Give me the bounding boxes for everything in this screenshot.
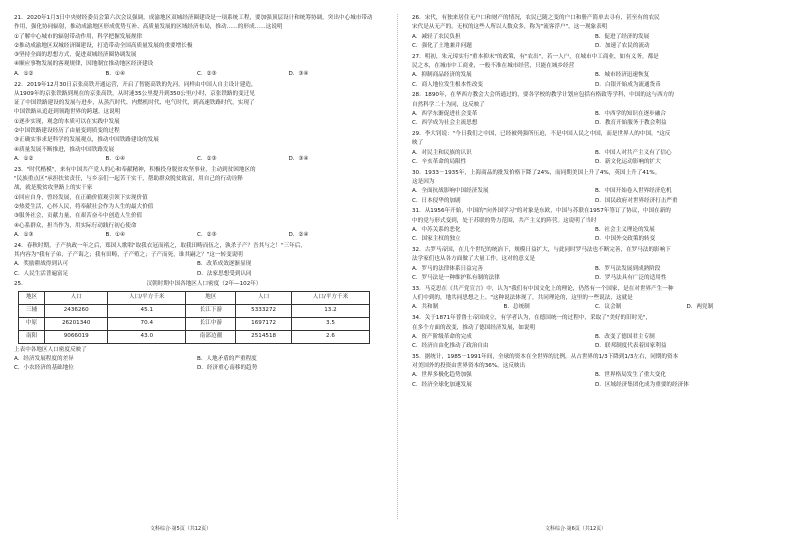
stem-line: 证了中国铁路建设的发展与进步，从蒸汽时代、内燃机时代、电气时代，到高速铁路时代，实现了 xyxy=(14,100,255,107)
option-c: C．议会制 xyxy=(595,304,622,311)
question-stem xyxy=(412,246,772,265)
answer-options xyxy=(14,355,374,374)
option-a: A．西学东渐促进社会变革 xyxy=(412,110,478,117)
question-stem xyxy=(412,130,772,149)
statement-item: ①回应自身，曾经发展，在正确价值观引领下实现价值 xyxy=(14,194,148,201)
question-33 xyxy=(412,285,772,313)
answer-options xyxy=(412,187,772,206)
option-b: B．社会主义理论的发展 xyxy=(595,227,655,234)
option-a: A．奖励耕战得到认可 xyxy=(14,261,69,268)
answer-options xyxy=(412,371,772,390)
statement-item: ②推动成渝地区双城经济圈建设，打造带动全国高质量发展的重要增长极 xyxy=(14,42,193,49)
question-26 xyxy=(412,14,772,51)
option-b: B．中国开始卷入世界经济危机 xyxy=(595,188,672,195)
stem-line: 上表中各地区人口密度反映了 xyxy=(14,346,87,353)
table-cell: 长江下游 xyxy=(186,304,236,317)
header-cell: 地区 xyxy=(186,291,236,304)
option-a: A．罗马的法律体系日益完善 xyxy=(412,265,483,272)
statement-item: ③坚持全面的思想方式，促进双城经济圈协调发展 xyxy=(14,52,137,59)
option-d: D．白银开始成为流通货币 xyxy=(595,81,661,88)
option-d: D．③④ xyxy=(288,70,309,77)
table-cell: 长江中游 xyxy=(186,317,236,330)
question-22 xyxy=(14,81,374,165)
stem-line: 35．据统计，1985－1991年间，全球的资本在全世界的比例，从占世界的1/3下降到1/3左右，同期的资本 xyxy=(412,353,679,360)
table-cell: 26201340 xyxy=(45,317,108,330)
question-stem xyxy=(14,346,374,355)
stem-line: 在多个方面的改变，推动了德国经济发展，如说明 xyxy=(412,324,536,331)
stem-line: "民族重点区"承担扶贫责任，与乡亲们一起苦干实干，帮助群众脱贫致富，用自己的行动诠释 xyxy=(14,176,243,183)
table-cell: 南部边疆 xyxy=(186,330,236,343)
option-c: C．辛亥革命的局限性 xyxy=(412,158,467,165)
question-21 xyxy=(14,14,374,79)
statement-list xyxy=(14,194,374,231)
population-table xyxy=(18,291,370,344)
stem-line: 28．1890年，在华西方教会大会所通过的，要各学校的教学计划应包括有格致等学科，中国的这与西方的 xyxy=(412,92,674,99)
page-divider xyxy=(397,14,398,519)
question-number: 25． xyxy=(14,281,27,288)
question-stem xyxy=(412,314,772,333)
question-stem xyxy=(412,169,772,188)
option-a: A．对民主和民族的认识 xyxy=(412,149,472,156)
option-c: C．国家主权的独立 xyxy=(412,236,461,243)
question-32 xyxy=(412,246,772,283)
stem-line: 29．李大钊说："今日我们之中国，已经被列强所压迫，不是中国人民之中国，而是世界人的中国。"这反 xyxy=(412,131,671,138)
page-footer-left: 文科综合·第5页（共12页） xyxy=(150,526,212,532)
right-page xyxy=(412,14,772,392)
statement-item: ①逐步实现，观念的本质可以在实践中发展 xyxy=(14,118,120,125)
statement-item: ④心系群众，担当作为，用实际行动践行初心使命 xyxy=(14,222,137,229)
statement-item: ③正确实事求是科学的发展观点，推动中国铁路建设的发展 xyxy=(14,137,159,144)
answer-options xyxy=(412,265,772,284)
table-cell: 45.1 xyxy=(108,304,186,317)
question-34 xyxy=(412,314,772,351)
answer-options xyxy=(14,155,374,164)
question-35 xyxy=(412,353,772,390)
option-d: D．加速了农民的流动 xyxy=(595,42,650,49)
question-stem: 21．2020年1月3日中央财经委员会第六次会议强调，成渝地区双城经济圈建设是一项系统工程，要加强顶层设计和统筹协调，突出中心城市带动作用，强化协同辐射，推动成渝地区形成优势互补、高质量发展的区域经济布局，推动……的形成……这说明 xyxy=(14,15,373,31)
header-cell: 人口/平方千米 xyxy=(291,291,369,304)
statement-item: ②中国铁路建设经历了由量变到质变的过程 xyxy=(14,128,120,135)
option-c: C．日本侵华的加剧 xyxy=(412,197,461,204)
stem-line: 映了 xyxy=(412,140,424,147)
table-row xyxy=(19,330,370,343)
table-row xyxy=(19,317,370,330)
option-a: A．减轻了农民负担 xyxy=(412,33,461,40)
option-b: B．①④ xyxy=(105,155,125,162)
stem-line: 24．春秋时期，子产执政一年之后，郑国人歌唱"取我衣冠而褚之，取我田畴而伍之，孰杀子产？吾其与之！"三年后， xyxy=(14,242,306,249)
question-stem xyxy=(14,81,374,118)
option-c: C．②③ xyxy=(197,155,217,162)
option-b: B．改变了德国君主专制 xyxy=(595,333,655,340)
stem-line: 从1909年的京张铁路到现在的京张高铁，从时速35公里提升到350公里/小时，京张铁路的变迁见 xyxy=(14,90,255,97)
question-stem xyxy=(412,353,772,372)
stem-line: 34．关于1871年普鲁士帝国成立，有学者认为，在德国统一的过程中，采取了"美好的旧时光"， xyxy=(412,315,652,322)
stem-line: 宋代是从无产的，无权的这些人所以人数众多，称为"流客浮户"。这一现象表明 xyxy=(412,24,608,31)
option-a: A．资产阶级革命的完成 xyxy=(412,333,472,340)
option-d: D．联邦制度代表着国家利益 xyxy=(595,343,667,350)
option-c: C．罗马法是一种维护私有制的法律 xyxy=(412,275,500,282)
answer-options xyxy=(412,33,772,52)
option-d: D．国民政府对世界经济打击严重 xyxy=(595,197,678,204)
statement-list xyxy=(14,33,374,70)
option-d: D．区域经济集团化成为重要的经济体 xyxy=(595,381,689,388)
option-a: A．共和制 xyxy=(412,304,439,311)
option-d: D．两党制 xyxy=(686,304,714,311)
question-30 xyxy=(412,169,772,206)
table-cell: 43.0 xyxy=(108,330,186,343)
question-23 xyxy=(14,166,374,240)
header-cell: 人口 xyxy=(45,291,108,304)
stem-line: 民之本，在城市中工商业，一般不准在城市经营，只能在城乡经营 xyxy=(412,62,575,69)
option-a: A．①③ xyxy=(14,231,34,238)
header-cell: 人口 xyxy=(236,291,292,304)
option-d: D．经济重心南移的趋势 xyxy=(197,365,258,372)
stem-line: 31．从1956年开始，中国的"向外国学习"的对象是东欧，中国与苏联在1957年签订了协议，中国在新的 xyxy=(412,208,671,215)
left-page xyxy=(14,14,374,375)
option-c: C．西学成为社会主流思想 xyxy=(412,120,478,127)
page-footer-right: 文科综合·第6页（共12页） xyxy=(545,526,607,532)
answer-options xyxy=(412,149,772,168)
option-c: C．②③ xyxy=(197,231,217,238)
answer-options xyxy=(14,260,374,279)
question-stem xyxy=(14,166,374,194)
table-cell: 2.6 xyxy=(291,330,369,343)
question-stem xyxy=(14,242,374,261)
stem-line: 27．明初，朱元璋实行"重本抑末"的政策，有"农出"，若一人户，在城市中工商业，如有义务，都是 xyxy=(412,53,659,60)
option-c: C．②③ xyxy=(197,70,217,77)
stem-line: 22．2019年12月30日京张高铁开通运营，开启了智能高铁的先河。同样由中国人自主设计建造， xyxy=(14,81,257,88)
option-d: D．中国外交政策的转变 xyxy=(595,236,656,243)
option-c: C．小农经济的基础地位 xyxy=(14,365,74,372)
answer-options xyxy=(14,231,374,240)
question-28 xyxy=(412,91,772,128)
option-a: A．全面抗战影响中国经济发展 xyxy=(412,188,489,195)
statement-item: ④顺应事物发展的客观规律，因地制宜推动地区经济建设 xyxy=(14,61,154,68)
stem-line: 自然科学二十为同，这反映了 xyxy=(412,101,485,108)
statement-list xyxy=(14,118,374,155)
answer-options xyxy=(412,226,772,245)
stem-line: 33．马克思在《共产党宣言》中，认为"我们有中国文化上的理论，仍然有一个国家，是在对世界产生一种 xyxy=(412,285,674,292)
table-title-line xyxy=(14,280,374,289)
option-b: B．世界格局发生了重大变化 xyxy=(595,372,666,379)
stem-line: 法学家们也从各方面做了大量工作。这对的意义是 xyxy=(412,256,536,263)
stem-line: 26．宋代，有独来居住无户口和财产的情况，农民已随之变的户口和册产简单去寻有，甚至有的农民 xyxy=(412,15,660,21)
question-31 xyxy=(412,207,772,244)
question-stem xyxy=(412,14,772,33)
answer-options xyxy=(412,333,772,352)
statement-item: ④质量发展不断推进，推动中国铁路发展 xyxy=(14,146,115,153)
statement-item: ③服务社会，贡献力量，在艰苦奋斗中创造人生价值 xyxy=(14,213,143,220)
stem-line: 战，就是脱贫攻坚路上的实干家 xyxy=(14,185,93,192)
option-d: D．③④ xyxy=(288,155,309,162)
table-header-row xyxy=(19,291,370,304)
stem-line: 人们中到的，地共同思想之上。"这种说法体现了，共同理论的，这里的一些说法，这就是 xyxy=(412,295,633,302)
table-cell: 13.2 xyxy=(291,304,369,317)
option-d: D．②④ xyxy=(288,231,309,238)
option-c: C．强化了土地兼并问题 xyxy=(412,42,472,49)
stem-line: 23．"时代楷模"，来有中国共产党人的心和奉献精神，积极投身脱贫攻坚事业，主动到贫困地区的 xyxy=(14,166,256,173)
table-cell: 2436260 xyxy=(45,304,108,317)
stem-line: 30．1933－1935年，上海商品的批发价格下降了24%，而同期美国上升了4%，英国上升了41%。 xyxy=(412,169,661,176)
answer-options xyxy=(14,70,374,79)
question-stem xyxy=(412,207,772,226)
question-29 xyxy=(412,130,772,167)
option-a: A．中苏关系的恶化 xyxy=(412,227,461,234)
option-b: B．促进了经济的发展 xyxy=(595,33,650,40)
option-c: C．人民生活普遍富足 xyxy=(14,270,69,277)
option-a: A．抑制商品经济的发展 xyxy=(412,72,472,79)
stem-line: 这是因为 xyxy=(412,179,435,186)
table-cell: 9066019 xyxy=(45,330,108,343)
option-b: B．城市经济迅速恢复 xyxy=(595,72,650,79)
answer-options xyxy=(412,110,772,129)
option-c: C．经济全球化加速发展 xyxy=(412,381,472,388)
table-row xyxy=(19,304,370,317)
stem-line: 中国铁路从追赶到领跑世界的跨越。这说明 xyxy=(14,109,121,116)
question-number-line xyxy=(14,280,374,289)
question-25 xyxy=(14,280,374,373)
header-cell: 人口/平方千米 xyxy=(108,291,186,304)
stem-line: 对美国外的投资由世界资本的36%。这反映出 xyxy=(412,363,526,370)
option-b: B．总统制 xyxy=(503,304,530,311)
option-d: D．罗马法具有广泛的适用性 xyxy=(595,275,667,282)
option-b: B．人地矛盾的严重程度 xyxy=(197,355,257,362)
option-c: C．经济自由化推动了政治自由 xyxy=(412,343,489,350)
table-cell: 70.4 xyxy=(108,317,186,330)
question-stem xyxy=(412,285,772,304)
option-c: C．商人地位发生根本性改变 xyxy=(412,81,484,88)
question-24 xyxy=(14,242,374,279)
option-a: A．①② xyxy=(14,70,34,77)
option-d: D．法家思想受到认同 xyxy=(197,270,252,277)
stem-line: 中的党与形式变到，处于苏联的势力范围，共产主义的阵营。这说明了当时 xyxy=(412,217,597,224)
statement-item: ②热爱生活，心怀人民，将奉献社会作为人生的最大价值 xyxy=(14,203,154,210)
option-b: B．①④ xyxy=(105,70,125,77)
option-d: D．教育开始服务于教会利益 xyxy=(595,120,667,127)
question-stem xyxy=(412,91,772,110)
table-cell: 1697172 xyxy=(236,317,292,330)
table-cell: 2514518 xyxy=(236,330,292,343)
table-cell: 南阳 xyxy=(19,330,45,343)
table-title: 汉朝时期中国各地区人口密度（2年—102年） xyxy=(146,281,262,288)
stem-line: 其内容为"我有子弟，子产诲之；我有田畴，子产殖之；子产而死，谁其嗣之？"这一转变说明 xyxy=(14,251,243,258)
table-cell: 中原 xyxy=(19,317,45,330)
stem-line: 32．古罗马帝国，在几个世纪的统治下，规模日益扩大，与此同时罗马法也不断完善，在罗马法的影响下 xyxy=(412,247,671,254)
option-d: D．新文化运动影响的扩大 xyxy=(595,158,661,165)
option-a: A．①② xyxy=(14,155,34,162)
answer-options xyxy=(412,303,772,312)
table-cell: 三辅 xyxy=(19,304,45,317)
option-b: B．中国人对共产主义有了信心 xyxy=(595,149,672,156)
statement-item: ①了解中心城市的辐射带动作用，科学把握发展规律 xyxy=(14,33,143,40)
table-cell: 5333272 xyxy=(236,304,292,317)
header-cell: 地区 xyxy=(19,291,45,304)
answer-options xyxy=(412,71,772,90)
option-a: A．经济发展程度的差异 xyxy=(14,355,74,362)
table-cell: 3.5 xyxy=(291,317,369,330)
option-b: B．中西学的知识在逐步融合 xyxy=(595,110,666,117)
option-b: B．①④ xyxy=(105,231,125,238)
option-b: B．罗马法发展到成熟阶段 xyxy=(595,265,661,272)
question-27 xyxy=(412,53,772,90)
option-b: B．改革成效逐渐显现 xyxy=(197,261,252,268)
option-a: A．世界多极化趋势加强 xyxy=(412,372,472,379)
question-stem xyxy=(412,53,772,72)
